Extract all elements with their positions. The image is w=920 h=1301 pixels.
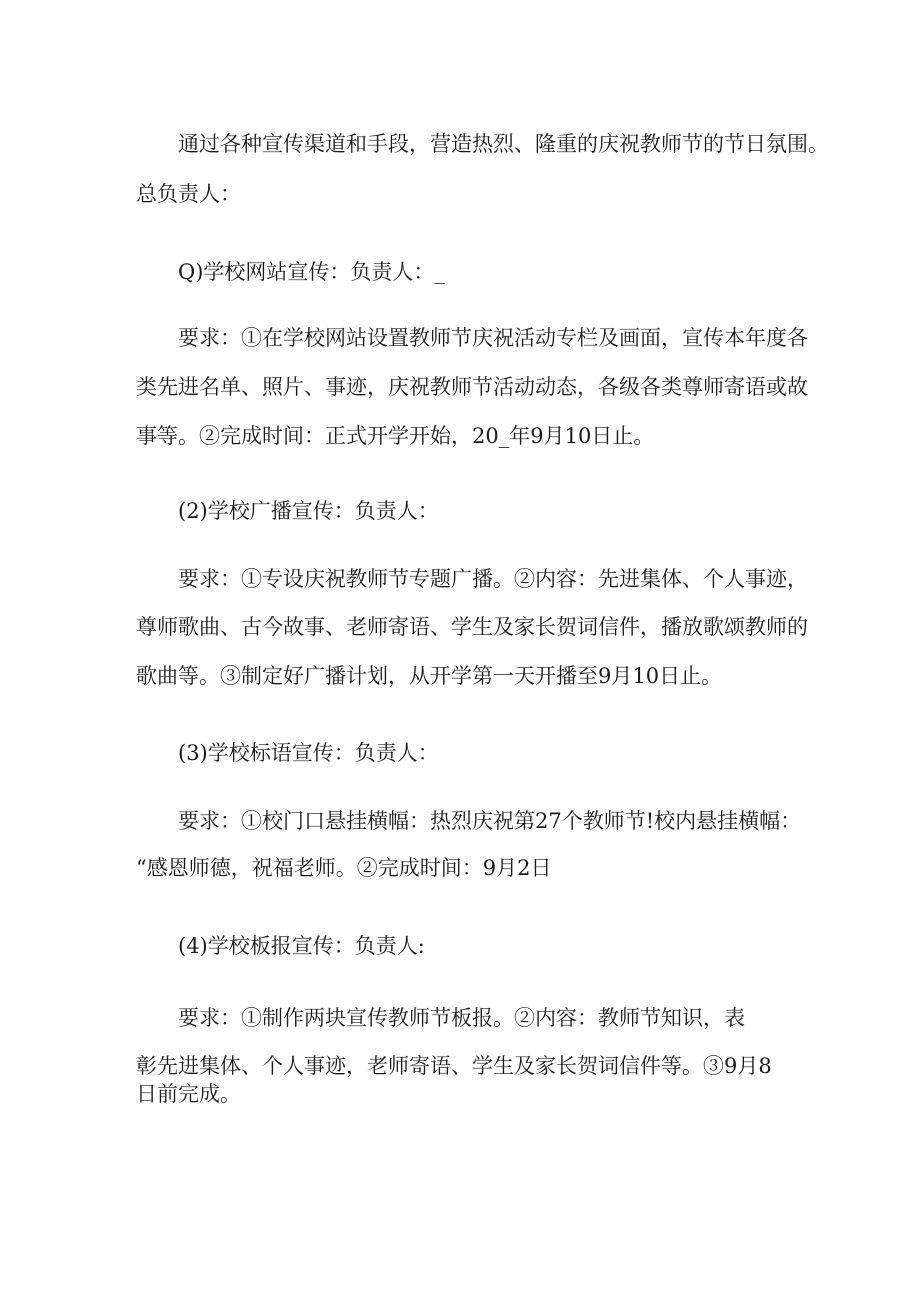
website-requirements-line: 事等。②完成时间：正式开学开始，20_年9月10日止。 <box>136 424 655 448</box>
broadcast-heading: (2)学校广播宣传：负责人： <box>178 499 439 523</box>
blackboard-requirements-line: 彰先进集体、个人事迹，老师寄语、学生及家长贺词信件等。③9月8 <box>136 1054 772 1078</box>
website-requirements-line: 类先进名单、照片、事迹，庆祝教师节活动动态，各级各类尊师寄语或故 <box>136 375 808 399</box>
broadcast-requirements-line: 歌曲等。③制定好广播计划，从开学第一天开播至9月10日止。 <box>136 664 723 688</box>
slogan-requirements-line: “感恩师德，祝福老师。②完成时间：9月2日 <box>136 856 552 880</box>
general-manager-line: 总负责人： <box>136 182 241 206</box>
slogan-heading: (3)学校标语宣传：负责人： <box>178 741 439 765</box>
website-heading: Q)学校网站宣传：负责人：_ <box>178 260 445 284</box>
blackboard-requirements-line: 要求：①制作两块宣传教师节板报。②内容：教师节知识，表 <box>178 1006 745 1030</box>
broadcast-requirements-line: 要求：①专设庆祝教师节专题广播。②内容：先进集体、个人事迹， <box>178 567 808 591</box>
website-requirements-line: 要求：①在学校网站设置教师节庆祝活动专栏及画面，宣传本年度各 <box>178 326 808 350</box>
broadcast-requirements-line: 尊师歌曲、古今故事、老师寄语、学生及家长贺词信件，播放歌颂教师的 <box>136 615 808 639</box>
slogan-requirements-line: 要求：①校门口悬挂横幅：热烈庆祝第27个教师节!校内悬挂横幅： <box>178 809 802 833</box>
blackboard-heading: (4)学校板报宣传：负责人: <box>178 934 425 958</box>
blackboard-requirements-line: 日前完成。 <box>136 1082 241 1106</box>
intro-paragraph-line: 通过各种宣传渠道和手段，营造热烈、隆重的庆祝教师节的节日氛围。 <box>178 132 829 156</box>
